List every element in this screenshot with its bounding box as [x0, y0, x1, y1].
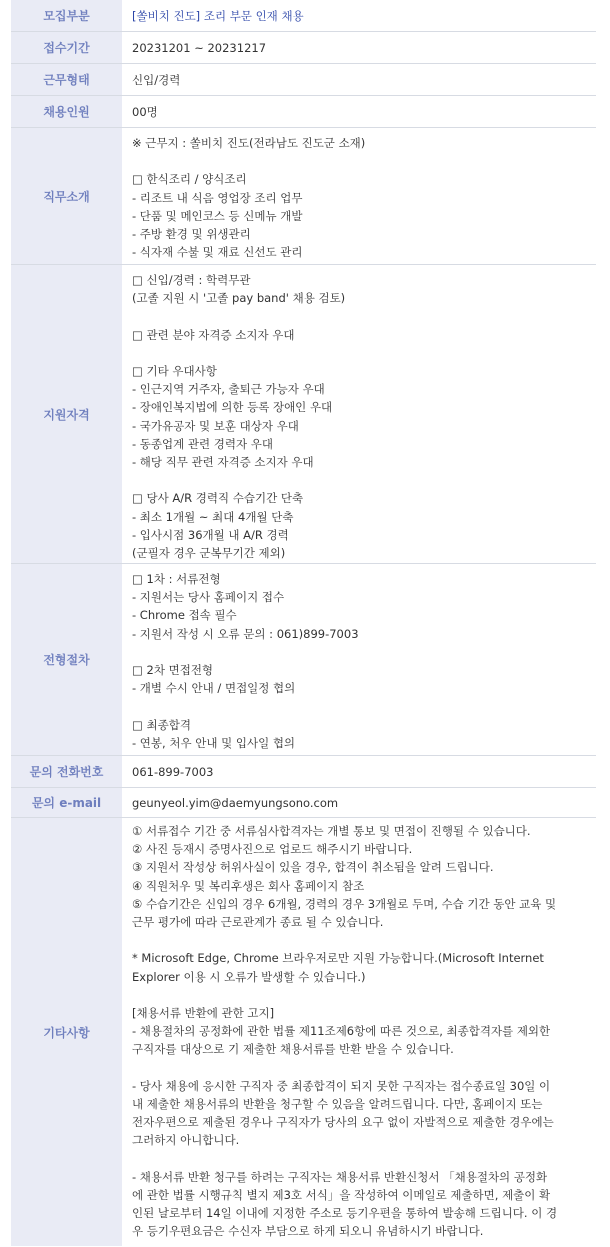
- text-line: [132, 643, 596, 661]
- text-line: - Chrome 접속 필수: [132, 608, 237, 623]
- text-line: □ 1차 : 서류전형: [132, 572, 221, 586]
- text-line: [132, 344, 596, 362]
- text-line: □ 최종합격: [132, 717, 191, 732]
- text-line: [132, 986, 596, 1004]
- text-line: ※ 근무지 : 쏠비치 진도(전라남도 진도군 소재): [132, 136, 366, 150]
- label-etc: 기타사항: [11, 818, 122, 1246]
- text-line: [132, 697, 596, 715]
- label-job-intro: 직무소개: [11, 128, 122, 264]
- left-margin: [0, 0, 11, 1247]
- row-etc: [11, 818, 596, 1246]
- text-line: □ 신입/경력 : 학력무관: [132, 273, 251, 287]
- text-line: ② 사진 등재시 증명사진으로 업로드 해주시기 바랍니다.: [132, 842, 413, 857]
- label-headcount: 채용인원: [11, 96, 122, 127]
- value-type: 신입/경력: [122, 64, 596, 95]
- value-process: [122, 564, 596, 755]
- row-email: [11, 788, 596, 818]
- text-line: - 당사 채용에 응시한 구직자 중 최종합격이 되지 못한 구직자는 접수종료일 30일 이: [132, 1078, 551, 1093]
- row-period: [11, 32, 596, 64]
- text-line: [132, 931, 596, 949]
- text-line: 인된 날로부터 14일 이내에 지정한 주소로 등기우편을 통하여 발송해 드립니다. 이 경: [132, 1206, 558, 1221]
- label-type: 근무형태: [11, 64, 122, 95]
- text-line: - 장애인복지법에 의한 등록 장애인 우대: [132, 400, 333, 415]
- text-line: 우 등기우편요금은 수신자 부담으로 하게 되오니 유념하시기 바랍니다.: [132, 1224, 484, 1239]
- text-line: - 식자재 수불 및 재료 신선도 관리: [132, 245, 303, 260]
- row-headcount: [11, 96, 596, 128]
- row-process: [11, 564, 596, 756]
- text-line: - 국가유공자 및 보훈 대상자 우대: [132, 418, 299, 433]
- text-line: - 해당 직무 관련 자격증 소지자 우대: [132, 455, 314, 469]
- text-line: Explorer 이용 시 오류가 발생할 수 있습니다.): [132, 969, 366, 984]
- text-line: - 최소 1개월 ~ 최대 4개월 단축: [132, 509, 294, 524]
- row-recruit-dept: [11, 0, 596, 32]
- text-line: - 지원서 작성 시 오류 문의 : 061)899-7003: [132, 626, 359, 641]
- value-qualification: [122, 265, 596, 563]
- text-line: 근무 평가에 따라 근로관계가 종료 될 수 있습니다.: [132, 915, 384, 930]
- text-line: - 연봉, 처우 안내 및 입사일 협의: [132, 735, 296, 750]
- value-headcount: 00명: [122, 96, 596, 127]
- row-phone: [11, 756, 596, 788]
- label-recruit-dept: 모집부분: [11, 0, 122, 31]
- text-line: - 단품 및 메인코스 등 신메뉴 개발: [132, 208, 303, 223]
- text-line: □ 관련 분야 자격증 소지자 우대: [132, 327, 295, 342]
- text-line: ⑤ 수습기간은 신입의 경우 6개월, 경력의 경우 3개월로 두며, 수습 기간 동안 교육 및: [132, 896, 557, 911]
- label-process: 전형절차: [11, 564, 122, 755]
- text-line: [132, 1150, 596, 1168]
- text-line: (군필자 경우 군복무기간 제외): [132, 546, 286, 560]
- value-period: 20231201 ~ 20231217: [122, 32, 596, 63]
- value-phone: 061-899-7003: [122, 756, 596, 787]
- text-line: [채용서류 반환에 관한 고지]: [132, 1006, 275, 1020]
- text-line: 그러하지 아니합니다.: [132, 1133, 240, 1148]
- text-line: - 주방 환경 및 위생관리: [132, 227, 251, 241]
- text-line: - 채용서류 반환 청구를 하려는 구직자는 채용서류 반환신청서 「채용절차의 공정화: [132, 1169, 548, 1184]
- value-email[interactable]: geunyeol.yim@daemyungsono.com: [122, 788, 596, 817]
- value-recruit-dept: [쏠비치 진도] 조리 부문 인재 채용: [122, 0, 596, 31]
- text-line: - 인근지역 거주자, 출퇴근 가능자 우대: [132, 382, 325, 397]
- text-line: ④ 직원처우 및 복리후생은 회사 홈페이지 참조: [132, 878, 365, 893]
- text-line: * Microsoft Edge, Chrome 브라우저로만 지원 가능합니다.(Microsoft Internet: [132, 951, 544, 966]
- label-phone: 문의 전화번호: [11, 756, 122, 787]
- text-line: [132, 307, 596, 325]
- text-line: [132, 1059, 596, 1077]
- text-line: □ 한식조리 / 양식조리: [132, 172, 247, 187]
- text-line: □ 2차 면접전형: [132, 663, 214, 677]
- text-line: - 리조트 내 식음 영업장 조리 업무: [132, 190, 303, 205]
- text-line: 전자우편으로 제출된 경우나 구직자가 당사의 요구 없이 자발적으로 제출한 경우에는: [132, 1115, 554, 1130]
- row-type: [11, 64, 596, 96]
- label-email: 문의 e-mail: [11, 788, 122, 817]
- label-qualification: 지원자격: [11, 265, 122, 563]
- row-qualification: [11, 265, 596, 564]
- text-line: - 입사시점 36개월 내 A/R 경력: [132, 527, 289, 542]
- text-line: 내 제출한 채용서류의 반환을 청구할 수 있음을 알려드립니다. 다만, 홈페이지 또는: [132, 1097, 543, 1111]
- text-line: ③ 지원서 작성상 허위사실이 있을 경우, 합격이 취소됨을 알려 드립니다.: [132, 860, 494, 875]
- label-period: 접수기간: [11, 32, 122, 63]
- row-job-intro: [11, 128, 596, 265]
- text-line: □ 기타 우대사항: [132, 363, 217, 378]
- text-line: - 지원서는 당사 홈페이지 접수: [132, 590, 285, 605]
- text-line: 에 관한 법률 시행규칙 별지 제3호 서식」을 작성하여 이메일로 제출하면, 제출이 확: [132, 1188, 551, 1202]
- text-line: - 동종업계 관련 경력자 우대: [132, 436, 273, 451]
- text-line: 구직자를 대상으로 기 제출한 채용서류를 반환 받을 수 있습니다.: [132, 1042, 454, 1057]
- text-line: - 채용절차의 공정화에 관한 법률 제11조제6항에 따른 것으로, 최종합격자를 제외한: [132, 1024, 551, 1039]
- text-line: [132, 152, 596, 170]
- value-etc: [122, 818, 596, 1246]
- value-job-intro: [122, 128, 596, 264]
- text-line: (고졸 지원 시 '고졸 pay band' 채용 검토): [132, 291, 346, 306]
- text-line: ① 서류접수 기간 중 서류심사합격자는 개별 통보 및 면접이 진행될 수 있습니다.: [132, 824, 531, 838]
- text-line: - 개별 수시 안내 / 면접일정 협의: [132, 681, 296, 696]
- text-line: □ 당사 A/R 경력직 수습기간 단축: [132, 491, 304, 506]
- text-line: [132, 471, 596, 489]
